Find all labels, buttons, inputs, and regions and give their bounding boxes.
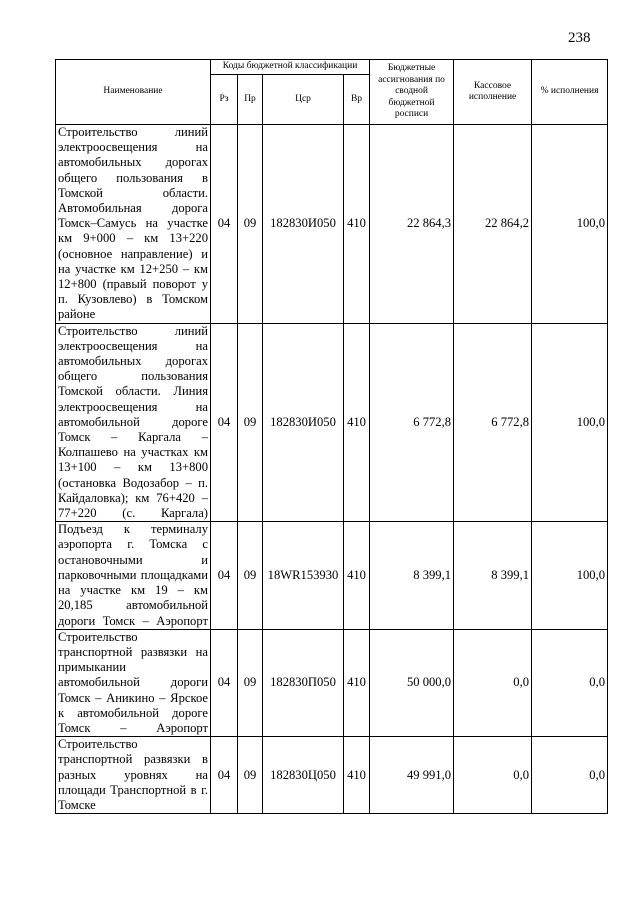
row-rz: 04 [211,629,238,736]
budget-table [55,59,608,814]
row-rz: 04 [211,522,238,629]
table-row [56,737,608,814]
row-pr: 09 [238,323,263,522]
header-codes-group: Коды бюджетной классификации [211,60,370,75]
row-rz: 04 [211,323,238,522]
header-percent: % исполнения [532,60,608,125]
row-csr: 182830Ц050 [263,737,344,814]
row-csr: 18WR153930 [263,522,344,629]
row-cash: 0,0 [454,737,532,814]
table-row [56,522,608,629]
row-rz: 04 [211,125,238,324]
header-rz: Рз [211,75,238,125]
row-percent: 0,0 [532,629,608,736]
row-cash: 0,0 [454,629,532,736]
row-allocations: 22 864,3 [370,125,454,324]
row-allocations: 50 000,0 [370,629,454,736]
header-pr: Пр [238,75,263,125]
row-csr: 182830П050 [263,629,344,736]
row-name: Подъезд к терминалу аэропорта г. Томска с остановочными и парковочными площадками на участке км 19 – км 20,185 автомобильной дороги Томск – Аэропорт [56,522,211,629]
row-pr: 09 [238,125,263,324]
page-number: 238 [568,30,591,46]
row-name: Строительство линий электроосвещения на автомобильных дорогах общего пользования Томской области. Линия электроосвещения на автомобильной дороге Томск – Каргала – Колпашево на участках км 13+100 – км 13+800 (остановка Водозабор – п. Кайдаловка); км 76+420 – 77+220 (с. Каргала) [56,323,211,522]
row-allocations: 8 399,1 [370,522,454,629]
row-rz: 04 [211,737,238,814]
header-csr: Цср [263,75,344,125]
row-percent: 100,0 [532,125,608,324]
header-vr: Вр [344,75,370,125]
row-vr: 410 [344,737,370,814]
row-percent: 100,0 [532,323,608,522]
row-name: Строительство транспортной развязки в разных уровнях на площади Транспортной в г. Томске [56,737,211,814]
row-name: Строительство транспортной развязки на примыкании автомобильной дороги Томск – Аникино – Ярское к автомобильной дороге Томск – Аэропорт [56,629,211,736]
row-name: Строительство линий электроосвещения на автомобильных дорогах общего пользования в Томской области. Автомобильная дорога Томск–Самусь на участке км 9+000 – км 13+220 (основное направление) и на участке км 12+250 – км 12+800 (правый поворот у п. Кузовлево) в Томском районе [56,125,211,324]
row-allocations: 49 991,0 [370,737,454,814]
header-cash: Кассовое исполнение [454,60,532,125]
row-cash: 6 772,8 [454,323,532,522]
header-allocations: Бюджетные ассигнования по сводной бюджетной росписи [370,60,454,125]
row-percent: 0,0 [532,737,608,814]
row-pr: 09 [238,522,263,629]
table-row [56,125,608,324]
row-pr: 09 [238,629,263,736]
table-row [56,323,608,522]
row-csr: 182830И050 [263,125,344,324]
row-cash: 8 399,1 [454,522,532,629]
table-row [56,629,608,736]
header-name: Наименование [56,60,211,125]
row-cash: 22 864,2 [454,125,532,324]
row-allocations: 6 772,8 [370,323,454,522]
row-vr: 410 [344,323,370,522]
row-csr: 182830И050 [263,323,344,522]
row-percent: 100,0 [532,522,608,629]
row-vr: 410 [344,125,370,324]
row-vr: 410 [344,522,370,629]
row-pr: 09 [238,737,263,814]
row-vr: 410 [344,629,370,736]
